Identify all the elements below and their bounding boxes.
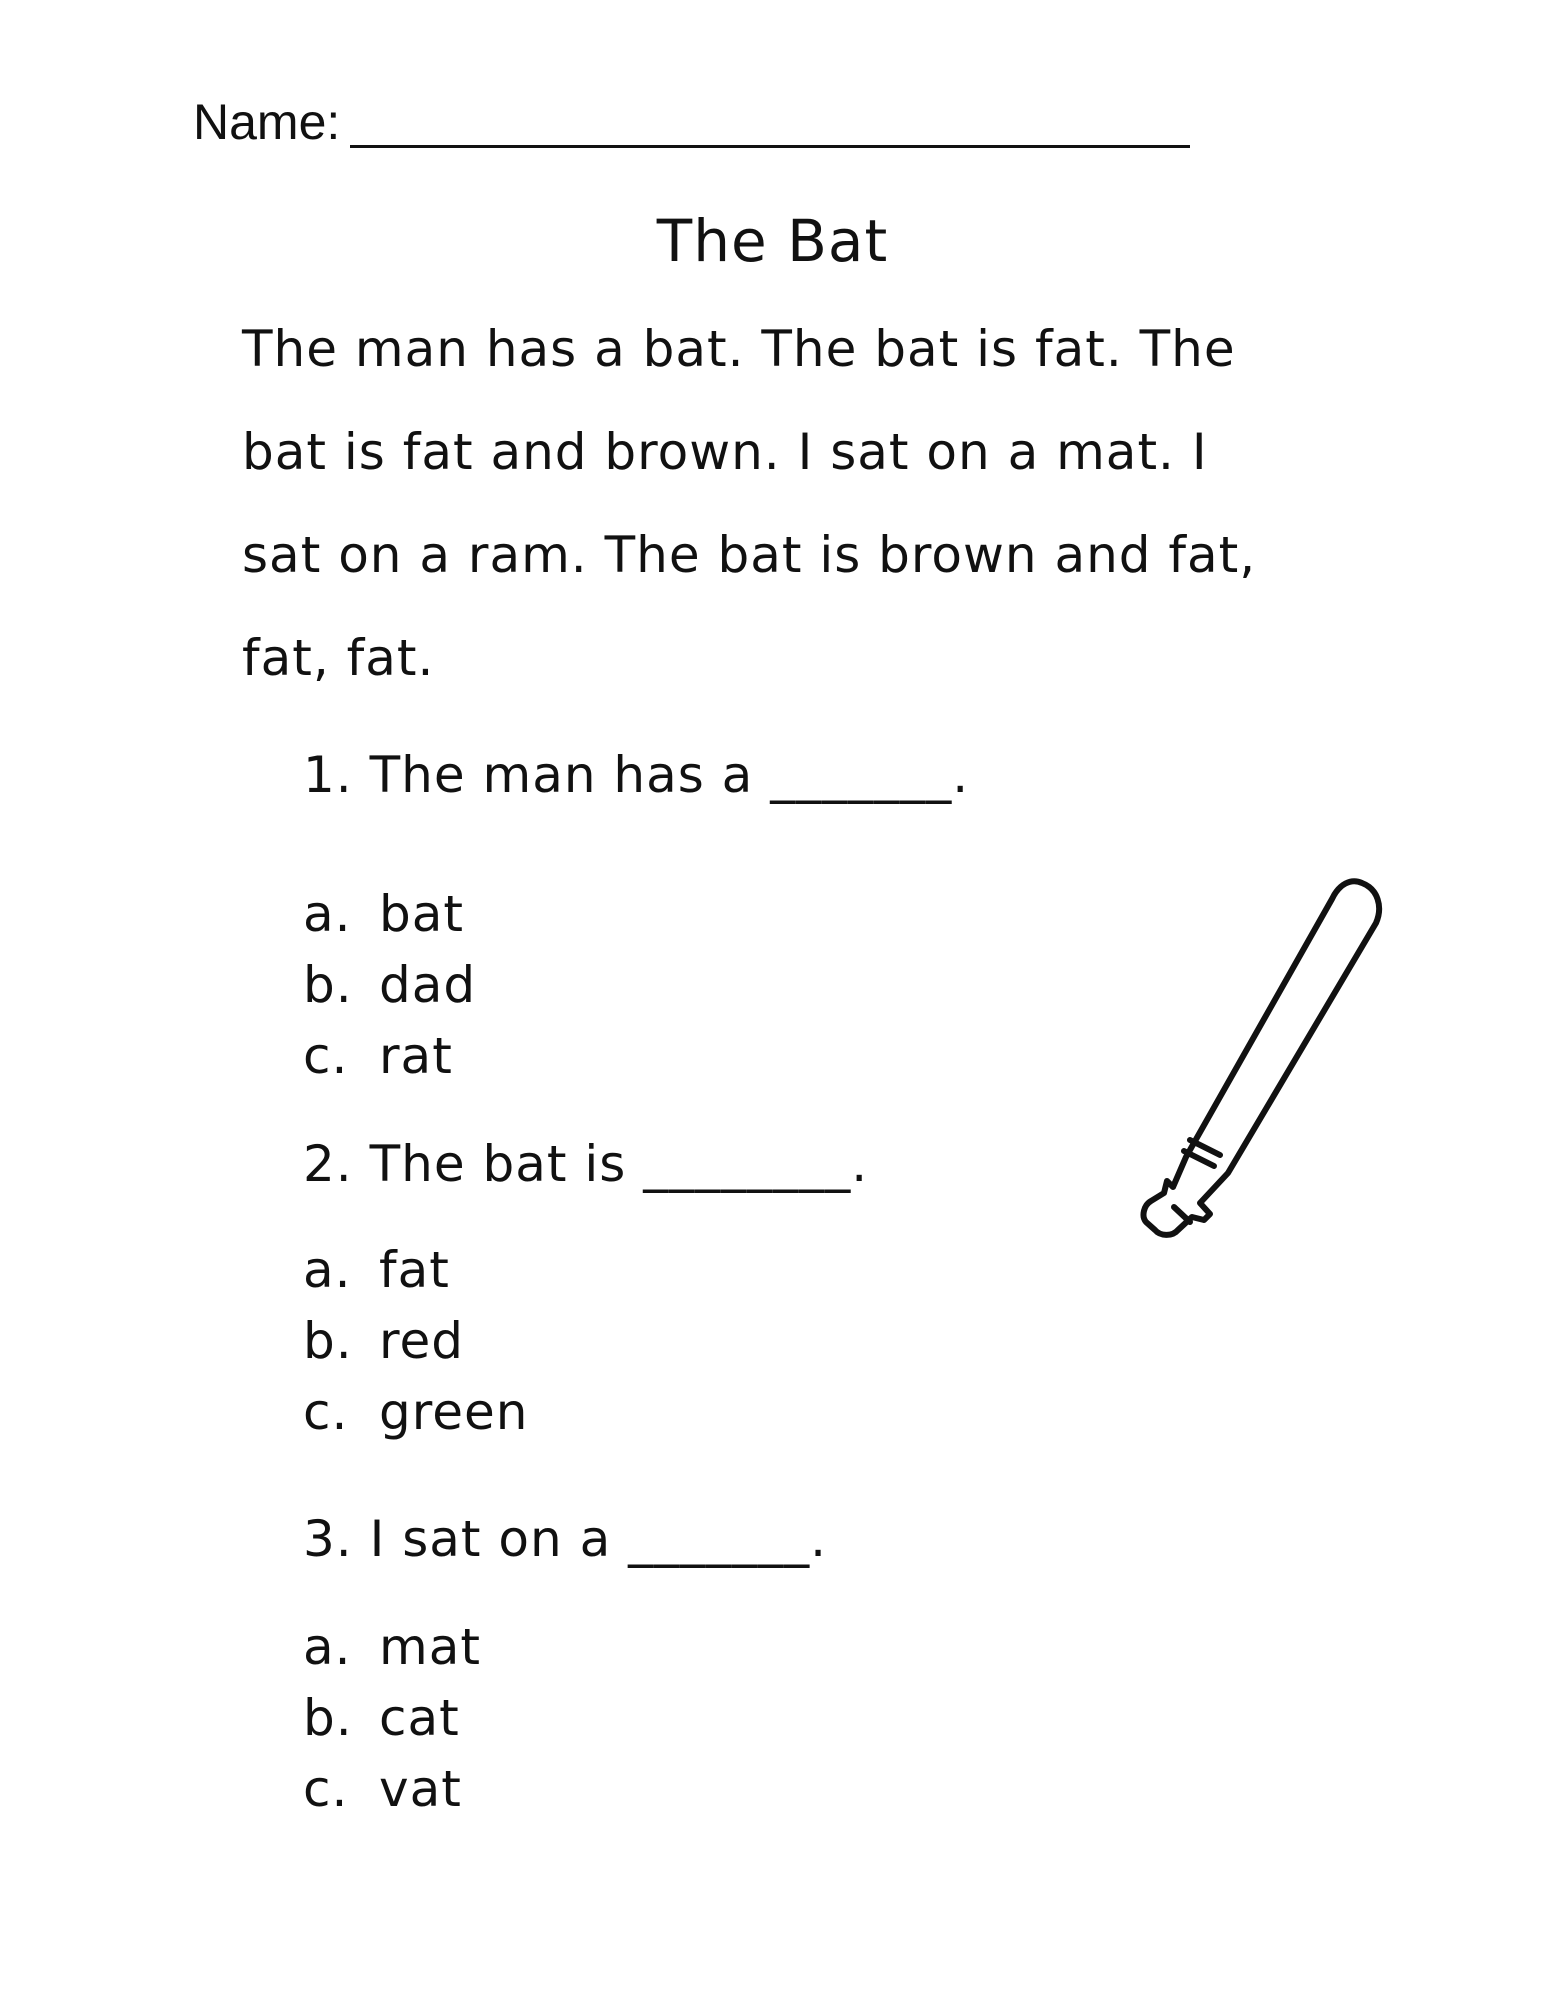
option-text: green bbox=[379, 1383, 529, 1441]
option-letter: a. bbox=[303, 1241, 352, 1299]
option-text: bat bbox=[379, 885, 464, 943]
option-letter: a. bbox=[303, 1618, 352, 1676]
question-3-option-c[interactable] bbox=[303, 1759, 462, 1819]
question-2-prompt: 2. The bat is ________. bbox=[303, 1135, 869, 1193]
option-text: vat bbox=[379, 1760, 462, 1818]
question-1-option-b[interactable] bbox=[303, 955, 476, 1015]
question-3-prompt: 3. I sat on a _______. bbox=[303, 1510, 828, 1568]
option-letter: b. bbox=[303, 956, 353, 1014]
option-letter: c. bbox=[303, 1027, 349, 1085]
question-3-option-a[interactable] bbox=[303, 1617, 481, 1677]
question-1-option-c[interactable] bbox=[303, 1026, 453, 1086]
option-text: rat bbox=[379, 1027, 453, 1085]
option-letter: c. bbox=[303, 1760, 349, 1818]
option-letter: b. bbox=[303, 1312, 353, 1370]
baseball-bat-icon bbox=[1080, 865, 1400, 1295]
passage-line: sat on a ram. The bat is brown and fat, bbox=[242, 526, 1257, 584]
passage-line: bat is fat and brown. I sat on a mat. I bbox=[242, 423, 1208, 481]
name-label: Name: bbox=[193, 94, 341, 150]
passage-line: fat, fat. bbox=[242, 629, 435, 687]
option-text: cat bbox=[379, 1689, 460, 1747]
option-text: mat bbox=[379, 1618, 481, 1676]
option-letter: a. bbox=[303, 885, 352, 943]
question-1-prompt: 1. The man has a _______. bbox=[303, 746, 970, 804]
option-text: dad bbox=[379, 956, 477, 1014]
option-letter: c. bbox=[303, 1383, 349, 1441]
option-text: red bbox=[379, 1312, 464, 1370]
question-2-option-a[interactable] bbox=[303, 1240, 450, 1300]
question-2-option-c[interactable] bbox=[303, 1382, 528, 1442]
passage-line: The man has a bat. The bat is fat. The bbox=[242, 320, 1236, 378]
question-3-option-b[interactable] bbox=[303, 1688, 460, 1748]
worksheet-title: The Bat bbox=[656, 207, 889, 275]
option-text: fat bbox=[379, 1241, 450, 1299]
name-field-line[interactable] bbox=[350, 145, 1190, 148]
option-letter: b. bbox=[303, 1689, 353, 1747]
question-1-option-a[interactable] bbox=[303, 884, 464, 944]
question-2-option-b[interactable] bbox=[303, 1311, 464, 1371]
